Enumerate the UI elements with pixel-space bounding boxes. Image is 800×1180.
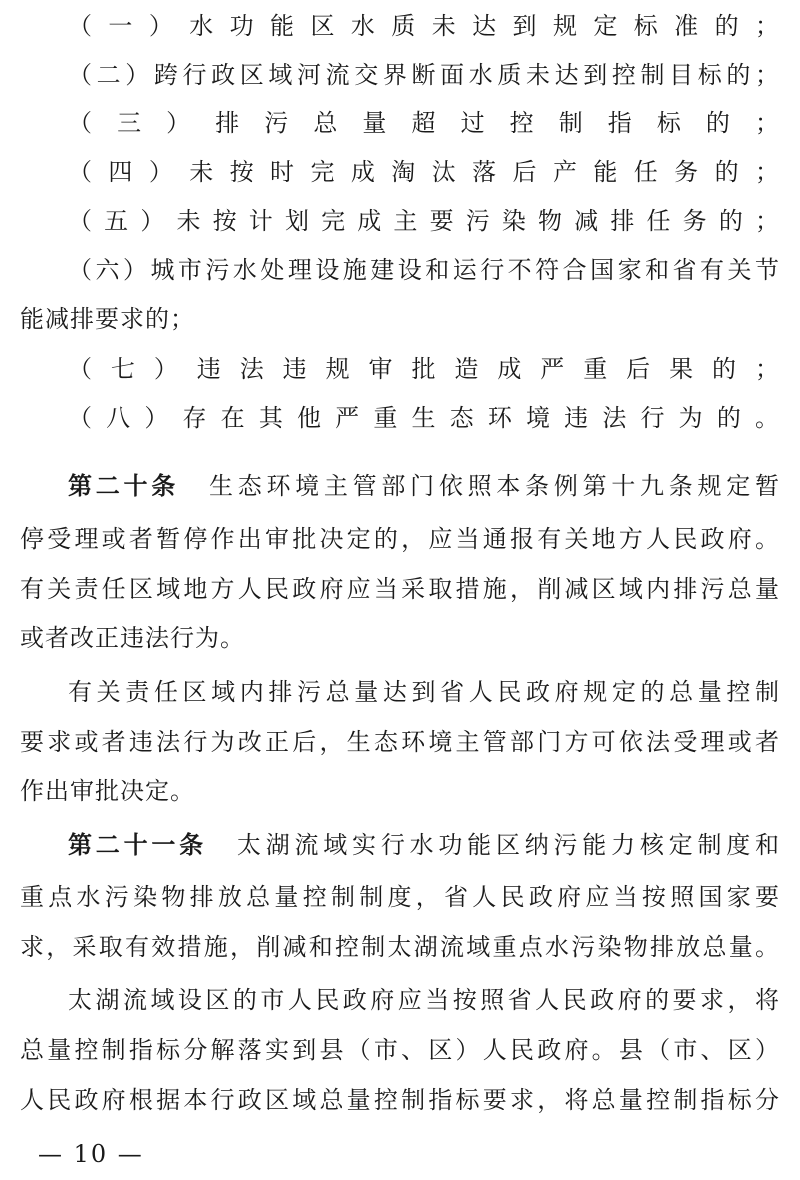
article-20-line-1 [68, 466, 780, 506]
article-21-line-2: 重点水污染物排放总量控制制度，省人民政府应当按照国家要 [20, 883, 780, 911]
clause-4: （四）未按时完成淘汰落后产能任务的； [68, 158, 780, 186]
clause-6-line-2: 能减排要求的； [20, 305, 195, 333]
page-number: — 10 — [38, 1140, 144, 1168]
article-21-text-1: 太湖流域实行水功能区纳污能力核定制度和 [236, 831, 781, 859]
clause-1: （一）水功能区水质未达到规定标准的； [68, 12, 780, 40]
clause-2: （二）跨行政区域河流交界断面水质未达到控制目标的； [68, 61, 780, 89]
clause-3: （三）排污总量超过控制指标的； [68, 109, 780, 137]
article-21-line-1 [68, 825, 780, 865]
article-20-heading: 第二十条 [68, 472, 179, 500]
article-21-para-2-line-1: 太湖流域设区的市人民政府应当按照省人民政府的要求，将 [68, 986, 780, 1014]
article-20-para-2-line-1: 有关责任区域内排污总量达到省人民政府规定的总量控制 [68, 678, 780, 706]
article-20-line-2: 停受理或者暂停作出审批决定的，应当通报有关地方人民政府。 [20, 525, 780, 553]
article-20-line-4: 或者改正违法行为。 [20, 624, 245, 652]
article-20-para-2-line-3: 作出审批决定。 [20, 777, 195, 805]
article-21-para-2-line-3: 人民政府根据本行政区域总量控制指标要求，将总量控制指标分 [20, 1086, 780, 1114]
clause-5: （五）未按计划完成主要污染物减排任务的； [68, 207, 780, 235]
article-21-heading: 第二十一条 [68, 831, 207, 859]
clause-6-line-1: （六）城市污水处理设施建设和运行不符合国家和省有关节 [68, 256, 780, 284]
article-21-line-3: 求，采取有效措施，削减和控制太湖流域重点水污染物排放总量。 [20, 933, 780, 961]
article-20-para-2-line-2: 要求或者违法行为改正后，生态环境主管部门方可依法受理或者 [20, 728, 780, 756]
clause-7: （七）违法违规审批造成严重后果的； [68, 355, 780, 383]
article-20-text-1: 生态环境主管部门依照本条例第十九条规定暂 [208, 472, 781, 500]
clause-8: （八）存在其他严重生态环境违法行为的。 [68, 404, 780, 432]
article-21-para-2-line-2: 总量控制指标分解落实到县（市、区）人民政府。县（市、区） [20, 1036, 780, 1064]
article-20-line-3: 有关责任区域地方人民政府应当采取措施，削减区域内排污总量 [20, 575, 780, 603]
